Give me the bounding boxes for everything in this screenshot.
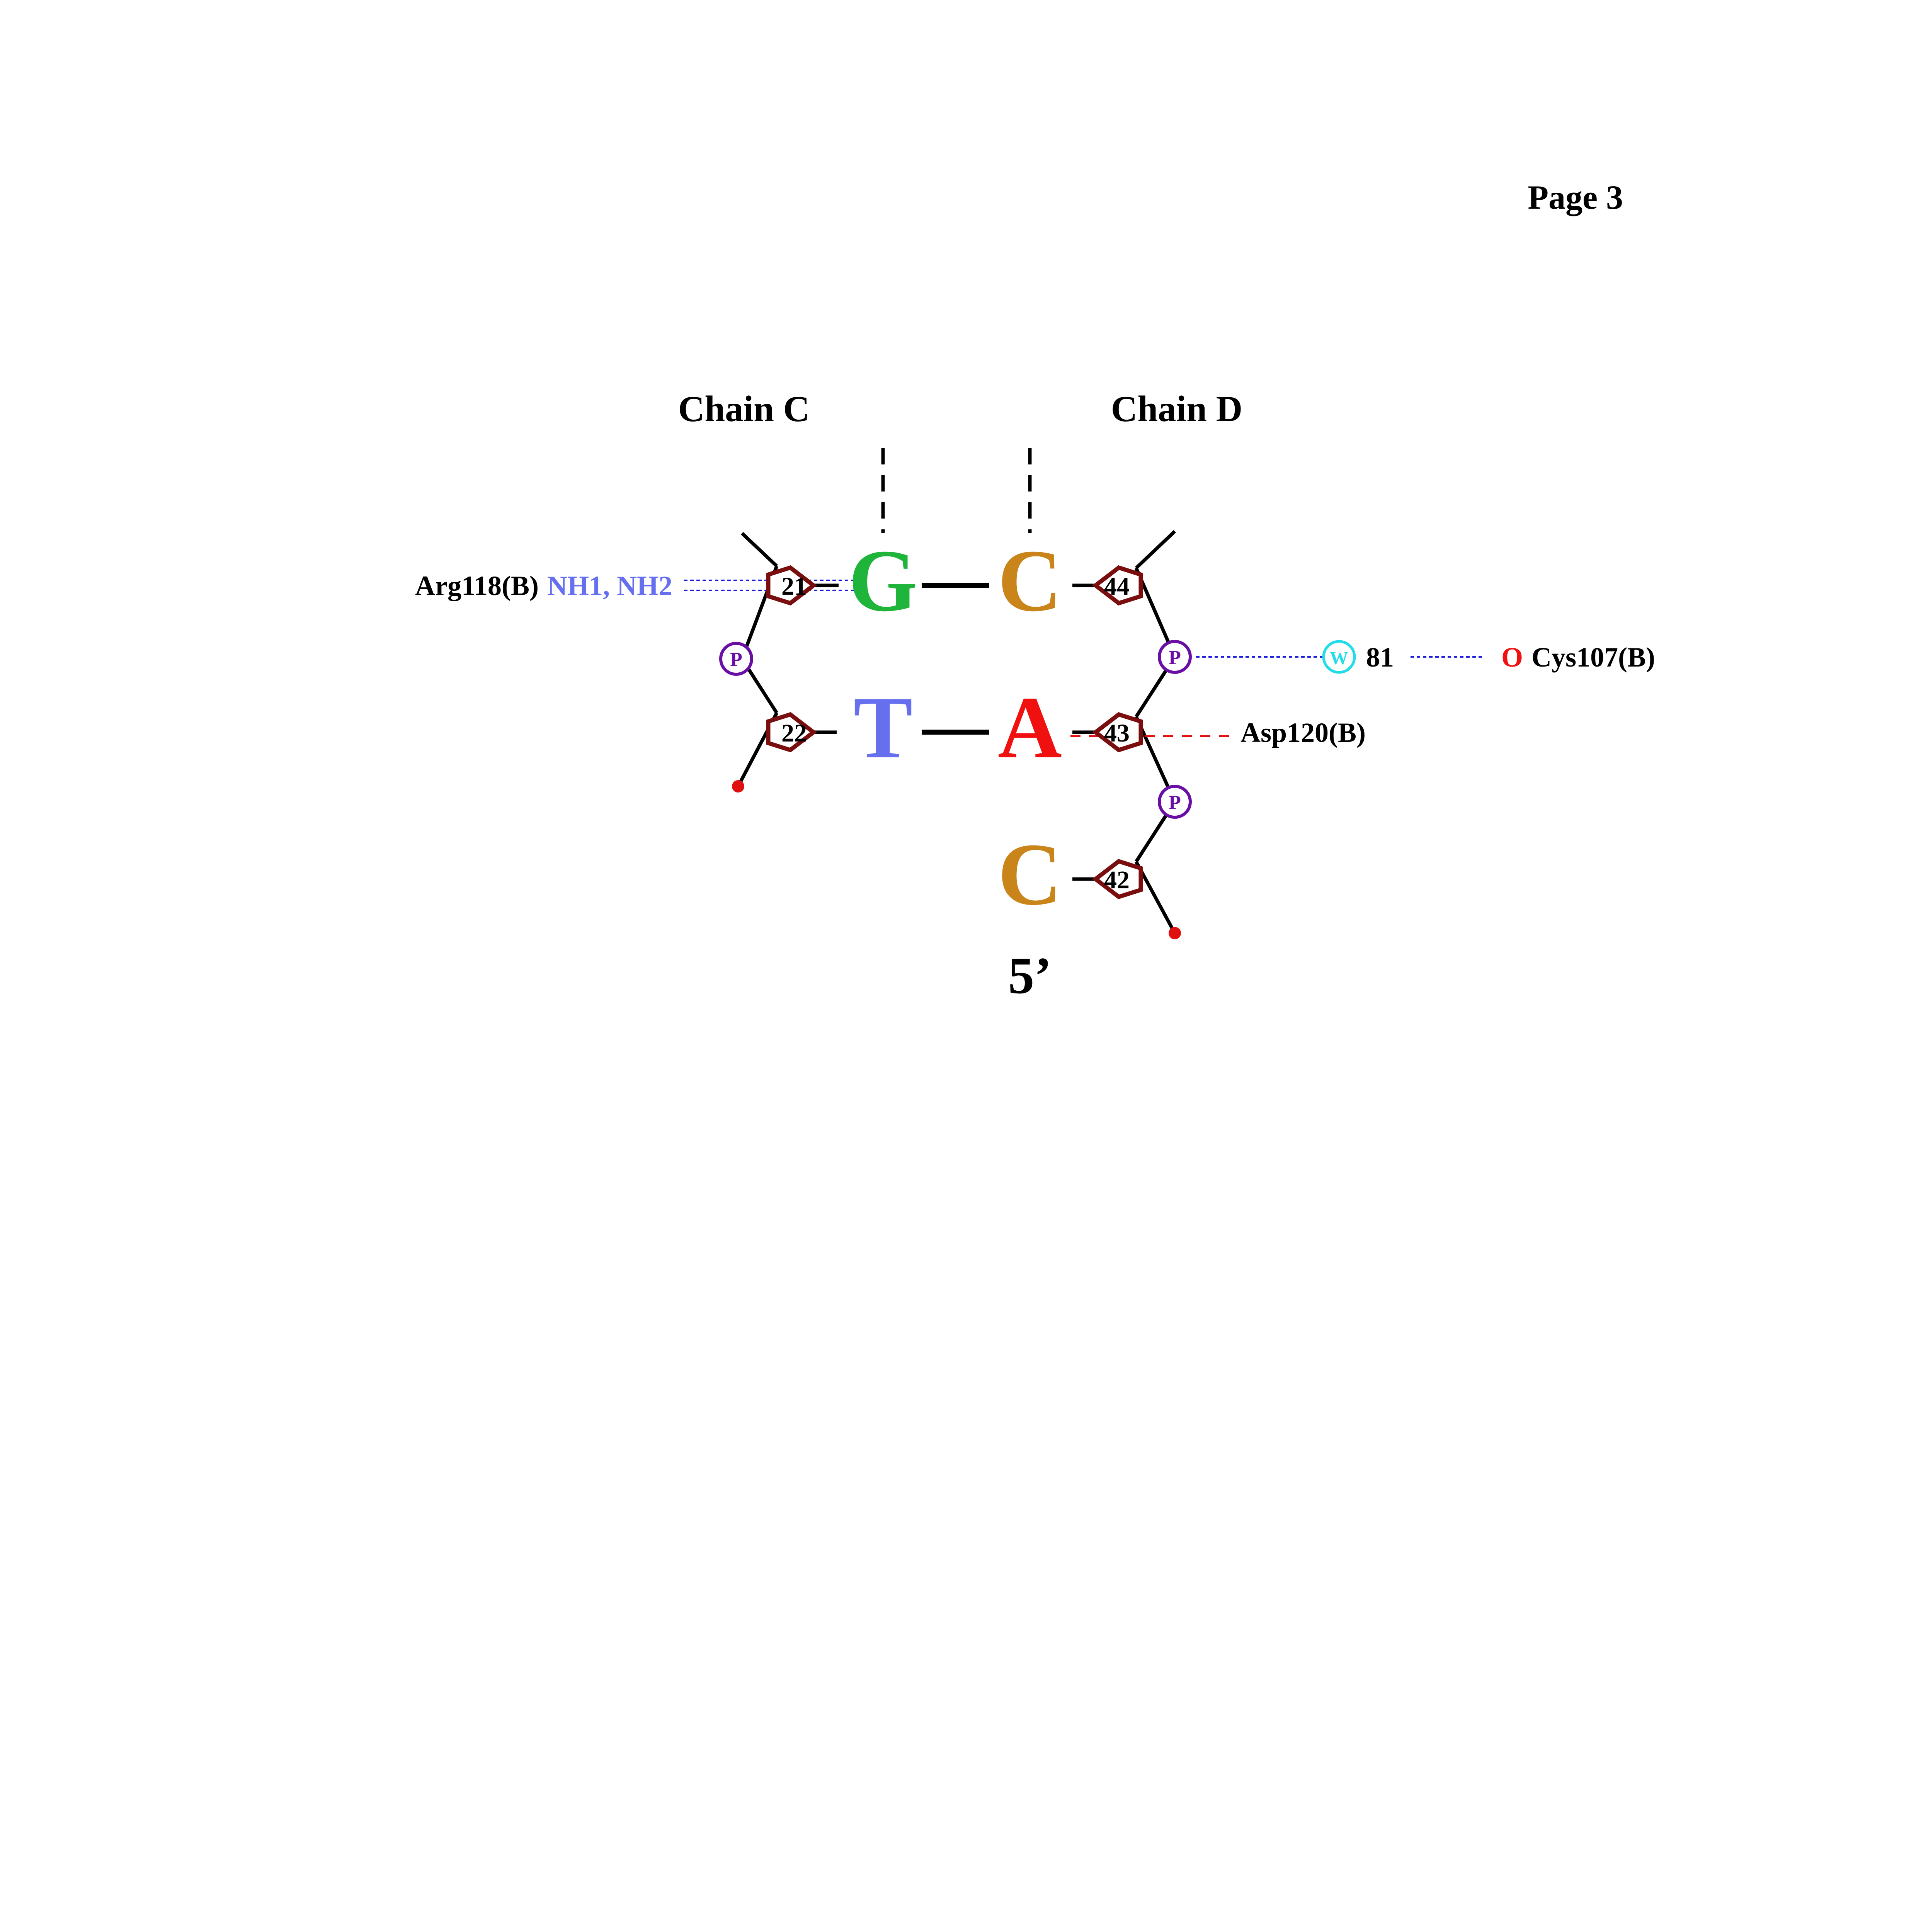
chain-d-terminal-dot [1169,927,1181,939]
page-label: Page 3 [1528,179,1623,216]
phosphate-icon-label: P [1169,647,1181,669]
arg118-label [415,570,672,601]
sugar-44 [1096,568,1141,603]
sugar-22 [768,714,813,750]
sugar-43-number: 43 [1104,719,1130,747]
base-c-44: C [997,531,1062,630]
cys107-atom: O [1501,642,1523,673]
sugar-42 [1096,861,1141,897]
phosphate-chain-c [721,643,752,674]
phosphate-icon-label: P [1169,792,1181,814]
phosphate-chain-d-lower [1159,786,1190,817]
arg118-residue: Arg118(B) [415,570,539,601]
arg118-atoms: NH1, NH2 [547,570,672,601]
asp120-label: Asp120(B) [1240,717,1366,748]
phosphate-chain-d-upper [1159,641,1190,672]
water-81 [1324,641,1354,672]
sugar-21-number: 21 [781,572,807,600]
base-t-22: T [853,678,913,777]
five-prime-label: 5’ [1008,947,1052,1005]
base-g-21: G [848,531,918,630]
base-a-43: A [997,678,1062,777]
chain-c-terminal-dot [732,780,744,793]
base-c-42: C [997,825,1062,923]
sugar-44-number: 44 [1104,572,1130,600]
water-icon-label: W [1330,648,1348,668]
chain-d-label: Chain D [1111,388,1243,429]
water-81-number: 81 [1366,642,1394,673]
sugar-42-number: 42 [1104,866,1130,894]
cys107-label [1501,642,1655,673]
phosphate-icon-label: P [730,649,742,671]
chain-c-label: Chain C [678,388,810,429]
sugar-22-number: 22 [781,719,807,747]
sugar-21 [768,568,813,603]
sugar-43 [1096,714,1141,750]
cys107-residue: Cys107(B) [1531,642,1656,673]
